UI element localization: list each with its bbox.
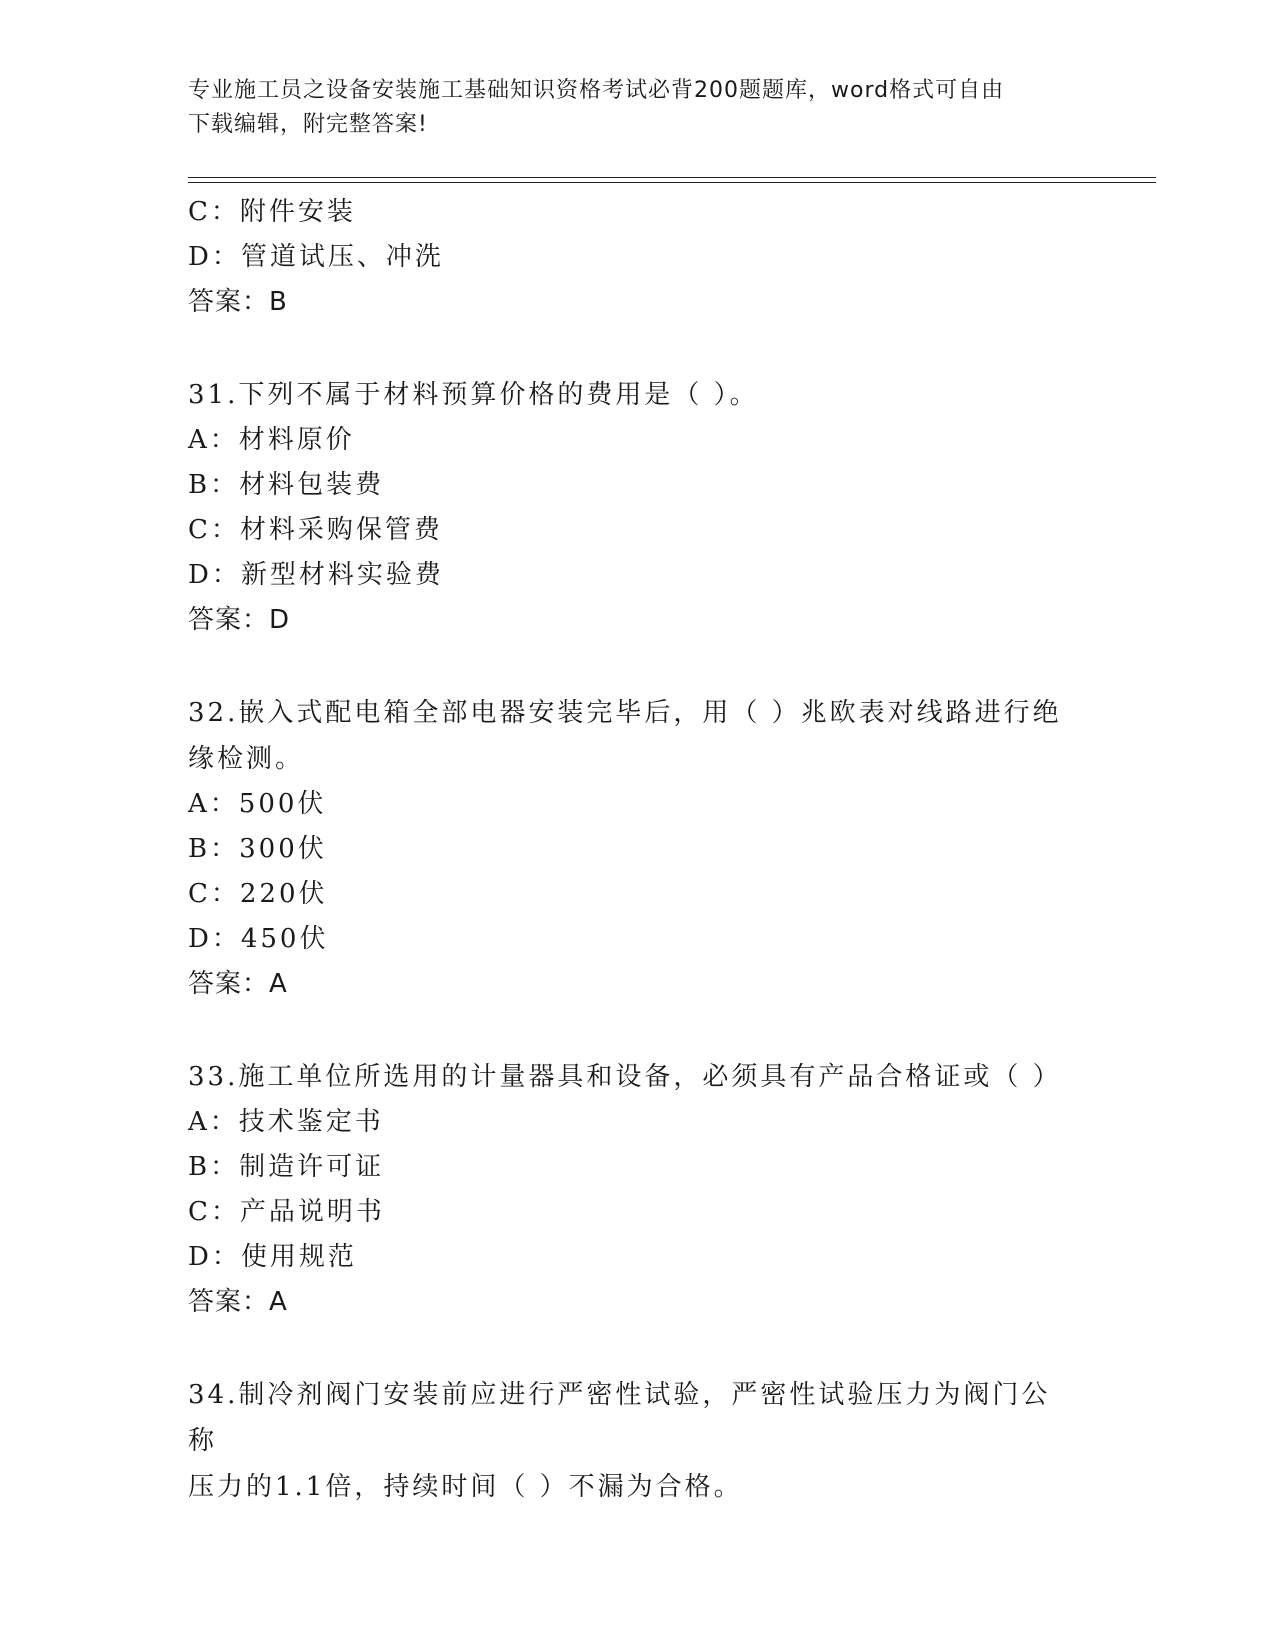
option-a: A：材料原价 xyxy=(188,425,355,455)
option-a: A：500伏 xyxy=(188,789,327,819)
question-31 xyxy=(188,372,1088,643)
header-title-line-1: 专业施工员之设备安装施工基础知识资格考试必背200题题库，word格式可自由 xyxy=(188,78,1005,103)
answer-line: 答案：D xyxy=(188,605,291,635)
answer-line: 答案：B xyxy=(188,287,288,317)
previous-question-tail xyxy=(188,190,1088,325)
option-b: B：300伏 xyxy=(188,834,327,864)
question-33 xyxy=(188,1054,1088,1325)
answer-line: 答案：A xyxy=(188,969,288,999)
option-d: D：新型材料实验费 xyxy=(188,560,444,590)
option-c: C：产品说明书 xyxy=(188,1197,385,1227)
header-title-line-2: 下载编辑，附完整答案! xyxy=(188,112,428,137)
header-divider-bottom xyxy=(188,182,1156,183)
question-text-line-1: 32.嵌入式配电箱全部电器安装完毕后，用（ ）兆欧表对线路进行绝 xyxy=(188,698,1062,728)
option-b: B：制造许可证 xyxy=(188,1152,385,1182)
question-34 xyxy=(188,1372,1088,1510)
option-b: B：材料包装费 xyxy=(188,470,385,500)
question-text-line-2: 压力的1.1倍，持续时间（ ）不漏为合格。 xyxy=(188,1472,743,1502)
answer-line: 答案：A xyxy=(188,1287,288,1317)
document-header xyxy=(188,74,1088,142)
question-text: 33.施工单位所选用的计量器具和设备，必须具有产品合格证或（ ） xyxy=(188,1062,1062,1092)
question-text-line-1: 34.制冷剂阀门安装前应进行严密性试验，严密性试验压力为阀门公称 xyxy=(188,1380,1051,1456)
header-divider-top xyxy=(188,177,1156,178)
document-body xyxy=(188,190,1088,1510)
question-32 xyxy=(188,690,1088,1007)
option-c: C：附件安装 xyxy=(188,197,356,227)
question-text-line-2: 缘检测。 xyxy=(188,744,305,774)
option-a: A：技术鉴定书 xyxy=(188,1107,384,1137)
option-d: D：管道试压、冲洗 xyxy=(188,242,444,272)
option-c: C：材料采购保管费 xyxy=(188,515,443,545)
option-d: D：450伏 xyxy=(188,924,329,954)
option-d: D：使用规范 xyxy=(188,1242,357,1272)
question-text: 31.下列不属于材料预算价格的费用是（ ）。 xyxy=(188,380,759,410)
option-c: C：220伏 xyxy=(188,879,328,909)
